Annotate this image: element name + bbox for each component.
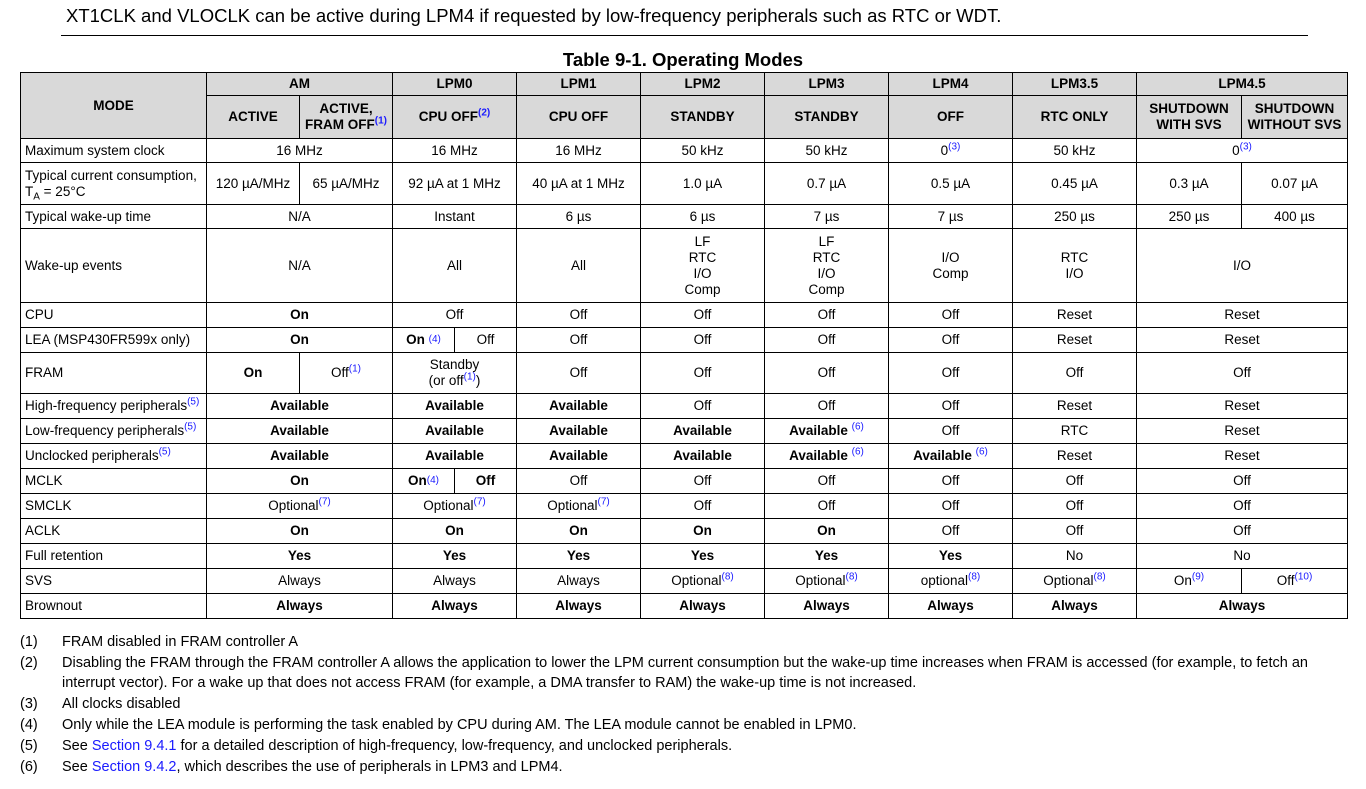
table-row-unclocked (21, 444, 1348, 469)
cell-lpm45: Always (1137, 594, 1348, 619)
header-standby-lpm3: STANDBY (765, 96, 889, 139)
label-text: High-frequency peripherals (25, 398, 188, 413)
cell-lpm0: 92 µA at 1 MHz (393, 163, 517, 205)
header-mode: MODE (21, 73, 207, 139)
cell-lpm4: Off (889, 328, 1013, 353)
header-line: SHUTDOWN (1254, 101, 1335, 116)
wake-event: I/O (1065, 265, 1084, 281)
cell-lpm4: 0.5 µA (889, 163, 1013, 205)
footnote-number: (4) (20, 717, 38, 733)
table-row-aclk (21, 519, 1348, 544)
cell-lpm45: Off (1137, 494, 1348, 519)
row-label: SMCLK (21, 494, 207, 519)
header-lpm3: LPM3 (765, 73, 889, 96)
row-label: FRAM (21, 353, 207, 394)
header-line: FRAM OFF (305, 117, 375, 132)
footnote-ref: (2) (478, 107, 491, 119)
cell-lpm35 (1013, 569, 1137, 594)
header-line: SHUTDOWN (1149, 101, 1229, 116)
table-row-smclk (21, 494, 1348, 519)
cell-lpm4 (889, 229, 1013, 303)
cell-lpm4: Yes (889, 544, 1013, 569)
footnote-ref: (6) (975, 446, 988, 458)
header-line: CPU OFF (418, 109, 478, 124)
cell-value: On (408, 473, 427, 488)
table-row-current (21, 163, 1348, 205)
cell-lpm35: No (1013, 544, 1137, 569)
wake-event: I/O (817, 265, 836, 281)
table-row-brownout (21, 594, 1348, 619)
cell-lpm45 (1137, 139, 1348, 163)
row-label: Maximum system clock (21, 139, 207, 163)
row-label: Brownout (21, 594, 207, 619)
row-label: MCLK (21, 469, 207, 494)
cell-lpm45: Off (1137, 519, 1348, 544)
footnote-text-pre: See (62, 759, 92, 775)
wake-event: I/O (941, 249, 960, 265)
table-row-max-clock (21, 139, 1348, 163)
cell-value: Off (1276, 573, 1295, 588)
footnote-item (20, 632, 1350, 652)
cell-lpm4 (889, 139, 1013, 163)
cell-lpm1: Available (517, 394, 641, 419)
footnote-ref: (5) (158, 446, 171, 458)
cell-lpm1: Always (517, 569, 641, 594)
footnote-item (20, 694, 1350, 714)
cell-lpm3 (765, 419, 889, 444)
footnote-number: (5) (20, 738, 38, 754)
cell-lpm0: On (393, 519, 517, 544)
footnote-ref: (1) (463, 371, 476, 383)
header-line: WITH SVS (1156, 117, 1222, 132)
cell-lpm1 (517, 494, 641, 519)
footnote-ref: (1) (348, 363, 361, 375)
cell-am: Available (207, 444, 393, 469)
cell-without-svs: 400 µs (1242, 205, 1348, 229)
footnote-ref: (1) (374, 115, 387, 127)
header-shutdown-without-svs (1242, 96, 1348, 139)
row-label: Typical wake-up time (21, 205, 207, 229)
table-row-hf-periph (21, 394, 1348, 419)
cell-lpm2: Available (641, 444, 765, 469)
cell-value: Optional (671, 573, 722, 588)
footnote-text: FRAM disabled in FRAM controller A (62, 634, 299, 650)
lea-lpm0-off: Off (476, 332, 495, 347)
intro-text: XT1CLK and VLOCLK can be active during LPM4 if requested by low-frequency peripherals such as RTC or WDT. (66, 5, 1002, 26)
cell-lpm3: Yes (765, 544, 889, 569)
cell-line: ) (475, 373, 481, 388)
label-text: Low-frequency peripherals (25, 423, 185, 438)
cell-am: Always (207, 569, 393, 594)
table-row-lea (21, 328, 1348, 353)
cell-lpm0 (393, 469, 517, 494)
table-row-wake-time (21, 205, 1348, 229)
cell-lpm4: Off (889, 494, 1013, 519)
row-label (21, 394, 207, 419)
cell-lpm35: 50 kHz (1013, 139, 1137, 163)
footnote-ref: (5) (184, 421, 197, 433)
table-row-retention (21, 544, 1348, 569)
cell-lpm2: On (641, 519, 765, 544)
header-line: ACTIVE, (319, 101, 373, 116)
header-cpu-off-lpm1: CPU OFF (517, 96, 641, 139)
cell-lpm4: Off (889, 394, 1013, 419)
footnote-text: All clocks disabled (62, 696, 181, 712)
row-label: ACLK (21, 519, 207, 544)
header-row-states (21, 96, 1348, 139)
cell-am (207, 494, 393, 519)
wake-event: I/O (693, 265, 712, 281)
operating-modes-table (20, 72, 1348, 619)
cell-with-svs: 0.3 µA (1137, 163, 1242, 205)
header-off-lpm4: OFF (889, 96, 1013, 139)
cell-lpm35: Reset (1013, 394, 1137, 419)
footnote-text: Disabling the FRAM through the FRAM controller A allows the application to lower the LPM current consumption but the wake-up time increases when FRAM is accessed (for example, to fetch an interrupt vector). For a wake up that does not access FRAM (for example, a DMA transfer to RAM) the wake-up time is not increased. (62, 655, 1308, 691)
cell-lpm35: Reset (1013, 303, 1137, 328)
row-label: CPU (21, 303, 207, 328)
cell-value: On (1173, 573, 1192, 588)
cell-lpm0: Available (393, 444, 517, 469)
mclk-lpm0-on: On (4) (393, 469, 455, 493)
header-lpm4: LPM4 (889, 73, 1013, 96)
cell-lpm1: Yes (517, 544, 641, 569)
cell-line: Standby (429, 357, 480, 372)
cell-lpm35: Reset (1013, 328, 1137, 353)
footnote-ref: (6) (851, 446, 864, 458)
row-label (21, 163, 207, 205)
footnote-number: (1) (20, 634, 38, 650)
cell-lpm1: Off (517, 469, 641, 494)
cell-lpm35: Always (1013, 594, 1137, 619)
table-row-lf-periph (21, 419, 1348, 444)
wake-event: LF (818, 233, 835, 249)
table-row-fram (21, 353, 1348, 394)
footnote-text-post: for a detailed description of high-frequency, low-frequency, and unclocked peripherals. (176, 738, 733, 754)
cell-value: optional (920, 573, 969, 588)
row-label: LEA (MSP430FR599x only) (21, 328, 207, 353)
cell-lpm3: 7 µs (765, 205, 889, 229)
footnote-ref: (7) (473, 496, 486, 508)
wake-event: Comp (684, 281, 721, 297)
cell-with-svs (1137, 569, 1242, 594)
row-label (21, 419, 207, 444)
cell-lpm45: No (1137, 544, 1348, 569)
cell-without-svs (1242, 569, 1348, 594)
cell-lpm2: 6 µs (641, 205, 765, 229)
cell-am: 16 MHz (207, 139, 393, 163)
cell-lpm45: Reset (1137, 444, 1348, 469)
cell-value: 0 (1232, 142, 1240, 158)
cell-lpm1: Off (517, 328, 641, 353)
footnote-item (20, 715, 1350, 735)
cell-lpm3 (765, 444, 889, 469)
cell-lpm45: Off (1137, 469, 1348, 494)
cell-lpm3: Off (765, 353, 889, 394)
cell-lpm1: Always (517, 594, 641, 619)
cell-lpm0: Always (393, 569, 517, 594)
cell-lpm0: Yes (393, 544, 517, 569)
footnotes (20, 632, 1350, 778)
section-9-4-2-link[interactable]: Section 9.4.2 (91, 759, 177, 775)
cell-value: Available (789, 423, 848, 438)
cell-lpm35: RTC (1013, 419, 1137, 444)
cell-value: 0 (940, 142, 949, 158)
cell-lpm1: On (517, 519, 641, 544)
cell-active: 120 µA/MHz (207, 163, 300, 205)
mclk-lpm0-off: Off (475, 473, 496, 488)
footnote-item (20, 757, 1350, 777)
footnote-ref: (8) (721, 571, 734, 583)
cell-lpm1: All (517, 229, 641, 303)
table-title: Table 9-1. Operating Modes (562, 49, 804, 70)
cell-lpm0: Instant (393, 205, 517, 229)
cell-am: Available (207, 394, 393, 419)
header-lpm2: LPM2 (641, 73, 765, 96)
cell-am: Available (207, 419, 393, 444)
footnote-text: Only while the LEA module is performing the task enabled by CPU during AM. The LEA module cannot be enabled in LPM0. (62, 717, 857, 733)
cell-lpm45: Off (1137, 353, 1348, 394)
cell-lpm45: Reset (1137, 394, 1348, 419)
cell-lpm0 (393, 494, 517, 519)
cell-lpm3: Off (765, 494, 889, 519)
cell-lpm0: 16 MHz (393, 139, 517, 163)
cell-lpm0: Available (393, 394, 517, 419)
header-lpm35: LPM3.5 (1013, 73, 1137, 96)
cell-lpm3: Off (765, 469, 889, 494)
cell-lpm2: Off (641, 394, 765, 419)
cell-lpm4: Off (889, 519, 1013, 544)
header-active: ACTIVE (207, 96, 300, 139)
cell-lpm4: Always (889, 594, 1013, 619)
cell-lpm45: I/O (1137, 229, 1348, 303)
footnote-text (62, 757, 1350, 777)
header-standby-lpm2: STANDBY (641, 96, 765, 139)
cell-lpm45: Reset (1137, 303, 1348, 328)
cell-lpm2: Off (641, 494, 765, 519)
cell-value: Available (913, 448, 972, 463)
row-label: Full retention (21, 544, 207, 569)
cell-lpm2: Off (641, 303, 765, 328)
footnote-ref: (10) (1294, 571, 1313, 583)
cell-lpm4: Off (889, 469, 1013, 494)
footnote-ref: (7) (318, 496, 331, 508)
table-row-svs (21, 569, 1348, 594)
cell-am: Yes (207, 544, 393, 569)
footnote-ref: (9) (1191, 571, 1205, 583)
footnote-number: (6) (20, 759, 38, 775)
footnote-text (62, 736, 1350, 756)
cell-lpm2 (641, 229, 765, 303)
header-shutdown-with-svs (1137, 96, 1242, 139)
cell-lpm4 (889, 569, 1013, 594)
cell-am: N/A (207, 205, 393, 229)
label-subscript: A (33, 191, 40, 203)
header-lpm1: LPM1 (517, 73, 641, 96)
cell-lpm35 (1013, 229, 1137, 303)
cell-lpm45: Reset (1137, 328, 1348, 353)
cell-lpm3: Off (765, 303, 889, 328)
cell-lpm4: Off (889, 303, 1013, 328)
section-divider (61, 35, 1308, 36)
cell-lpm0: Available (393, 419, 517, 444)
table-row-mclk (21, 469, 1348, 494)
header-line: WITHOUT SVS (1247, 117, 1342, 132)
footnote-ref: (6) (851, 421, 864, 433)
cell-lpm3: Off (765, 328, 889, 353)
cell-without-svs: 0.07 µA (1242, 163, 1348, 205)
cell-lpm4: 7 µs (889, 205, 1013, 229)
cell-am: Always (207, 594, 393, 619)
footnote-item (20, 653, 1350, 693)
wake-event: Comp (932, 265, 969, 281)
footnote-ref: (8) (845, 571, 858, 583)
footnote-ref: (8) (968, 571, 981, 583)
row-label: Wake-up events (21, 229, 207, 303)
wake-event: LF (694, 233, 711, 249)
cell-am: On (207, 519, 393, 544)
cell-lpm4: Off (889, 419, 1013, 444)
label-line: Typical current consumption, (25, 167, 197, 183)
footnote-ref: (5) (187, 396, 200, 408)
cell-lpm0 (393, 353, 517, 394)
cell-lpm35: Off (1013, 519, 1137, 544)
cell-lpm1: Available (517, 444, 641, 469)
label-line: T (25, 183, 34, 199)
header-row-modes (21, 73, 1348, 96)
footnote-text-pre: See (62, 738, 92, 754)
wake-event: RTC (812, 249, 841, 265)
cell-lpm0: All (393, 229, 517, 303)
cell-lpm2: 1.0 µA (641, 163, 765, 205)
cell-lpm4 (889, 444, 1013, 469)
cell-am: N/A (207, 229, 393, 303)
cell-lpm2: Yes (641, 544, 765, 569)
cell-lpm1: 16 MHz (517, 139, 641, 163)
cell-line: (or off (428, 373, 464, 388)
header-lpm0: LPM0 (393, 73, 517, 96)
footnote-ref: (3) (1239, 141, 1252, 152)
row-label: SVS (21, 569, 207, 594)
cell-lpm2: Off (641, 328, 765, 353)
cell-lpm2: 50 kHz (641, 139, 765, 163)
cell-fram-off: 65 µA/MHz (300, 163, 393, 205)
cell-lpm0: Off (393, 303, 517, 328)
cell-lpm1: Off (517, 303, 641, 328)
footnote-ref: (3) (948, 141, 961, 152)
cell-lpm2: Always (641, 594, 765, 619)
wake-event: RTC (688, 249, 717, 265)
cell-with-svs: 250 µs (1137, 205, 1242, 229)
cell-lpm3: On (765, 519, 889, 544)
header-am: AM (207, 73, 393, 96)
cell-lpm45: Reset (1137, 419, 1348, 444)
cell-lpm2: Off (641, 353, 765, 394)
cell-value: Off (331, 365, 349, 380)
footnote-item (20, 736, 1350, 756)
cell-value: Optional (795, 573, 846, 588)
cell-lpm4: Off (889, 353, 1013, 394)
cell-value: Available (789, 448, 848, 463)
footnote-number: (3) (20, 696, 38, 712)
cell-lpm2: Available (641, 419, 765, 444)
wake-event: Comp (808, 281, 845, 297)
cell-lpm3 (765, 569, 889, 594)
cell-value: On (406, 332, 425, 347)
cell-lpm0 (393, 328, 517, 353)
cell-active: On (207, 353, 300, 394)
footnote-number: (2) (20, 655, 38, 671)
section-9-4-1-link[interactable]: Section 9.4.1 (91, 738, 177, 754)
label-text: Unclocked peripherals (25, 448, 159, 463)
table-row-wake-events (21, 229, 1348, 303)
cell-lpm3: 50 kHz (765, 139, 889, 163)
cell-value: Optional (1043, 573, 1094, 588)
cell-lpm35: Off (1013, 353, 1137, 394)
cell-value: Optional (268, 498, 319, 513)
cell-lpm1: Available (517, 419, 641, 444)
cell-lpm1: Off (517, 353, 641, 394)
lea-lpm0-on: On (4) (393, 328, 455, 352)
cell-lpm3: 0.7 µA (765, 163, 889, 205)
cell-am: On (207, 328, 393, 353)
cell-lpm3: Always (765, 594, 889, 619)
cell-value: Optional (423, 498, 474, 513)
cell-lpm35: 250 µs (1013, 205, 1137, 229)
cell-lpm35: Off (1013, 469, 1137, 494)
label-line: = 25°C (39, 183, 86, 199)
cell-lpm2 (641, 569, 765, 594)
table-row-cpu (21, 303, 1348, 328)
cell-lpm2: Off (641, 469, 765, 494)
cell-lpm3 (765, 229, 889, 303)
wake-event: RTC (1060, 249, 1089, 265)
cell-lpm1: 6 µs (517, 205, 641, 229)
header-cpu-off-lpm0 (393, 96, 517, 139)
cell-lpm1: 40 µA at 1 MHz (517, 163, 641, 205)
footnote-ref: (8) (1093, 571, 1106, 583)
footnote-text-post: , which describes the use of peripherals in LPM3 and LPM4. (176, 759, 563, 775)
cell-lpm3: Off (765, 394, 889, 419)
cell-lpm0: Always (393, 594, 517, 619)
header-lpm45: LPM4.5 (1137, 73, 1348, 96)
cell-value: Optional (547, 498, 598, 513)
footnote-ref: (7) (597, 496, 610, 508)
cell-lpm35: 0.45 µA (1013, 163, 1137, 205)
cell-lpm35: Off (1013, 494, 1137, 519)
row-label (21, 444, 207, 469)
cell-am: On (207, 469, 393, 494)
cell-fram-off (300, 353, 393, 394)
header-active-fram-off (300, 96, 393, 139)
cell-am: On (207, 303, 393, 328)
cell-lpm35: Reset (1013, 444, 1137, 469)
header-rtc-only: RTC ONLY (1013, 96, 1137, 139)
